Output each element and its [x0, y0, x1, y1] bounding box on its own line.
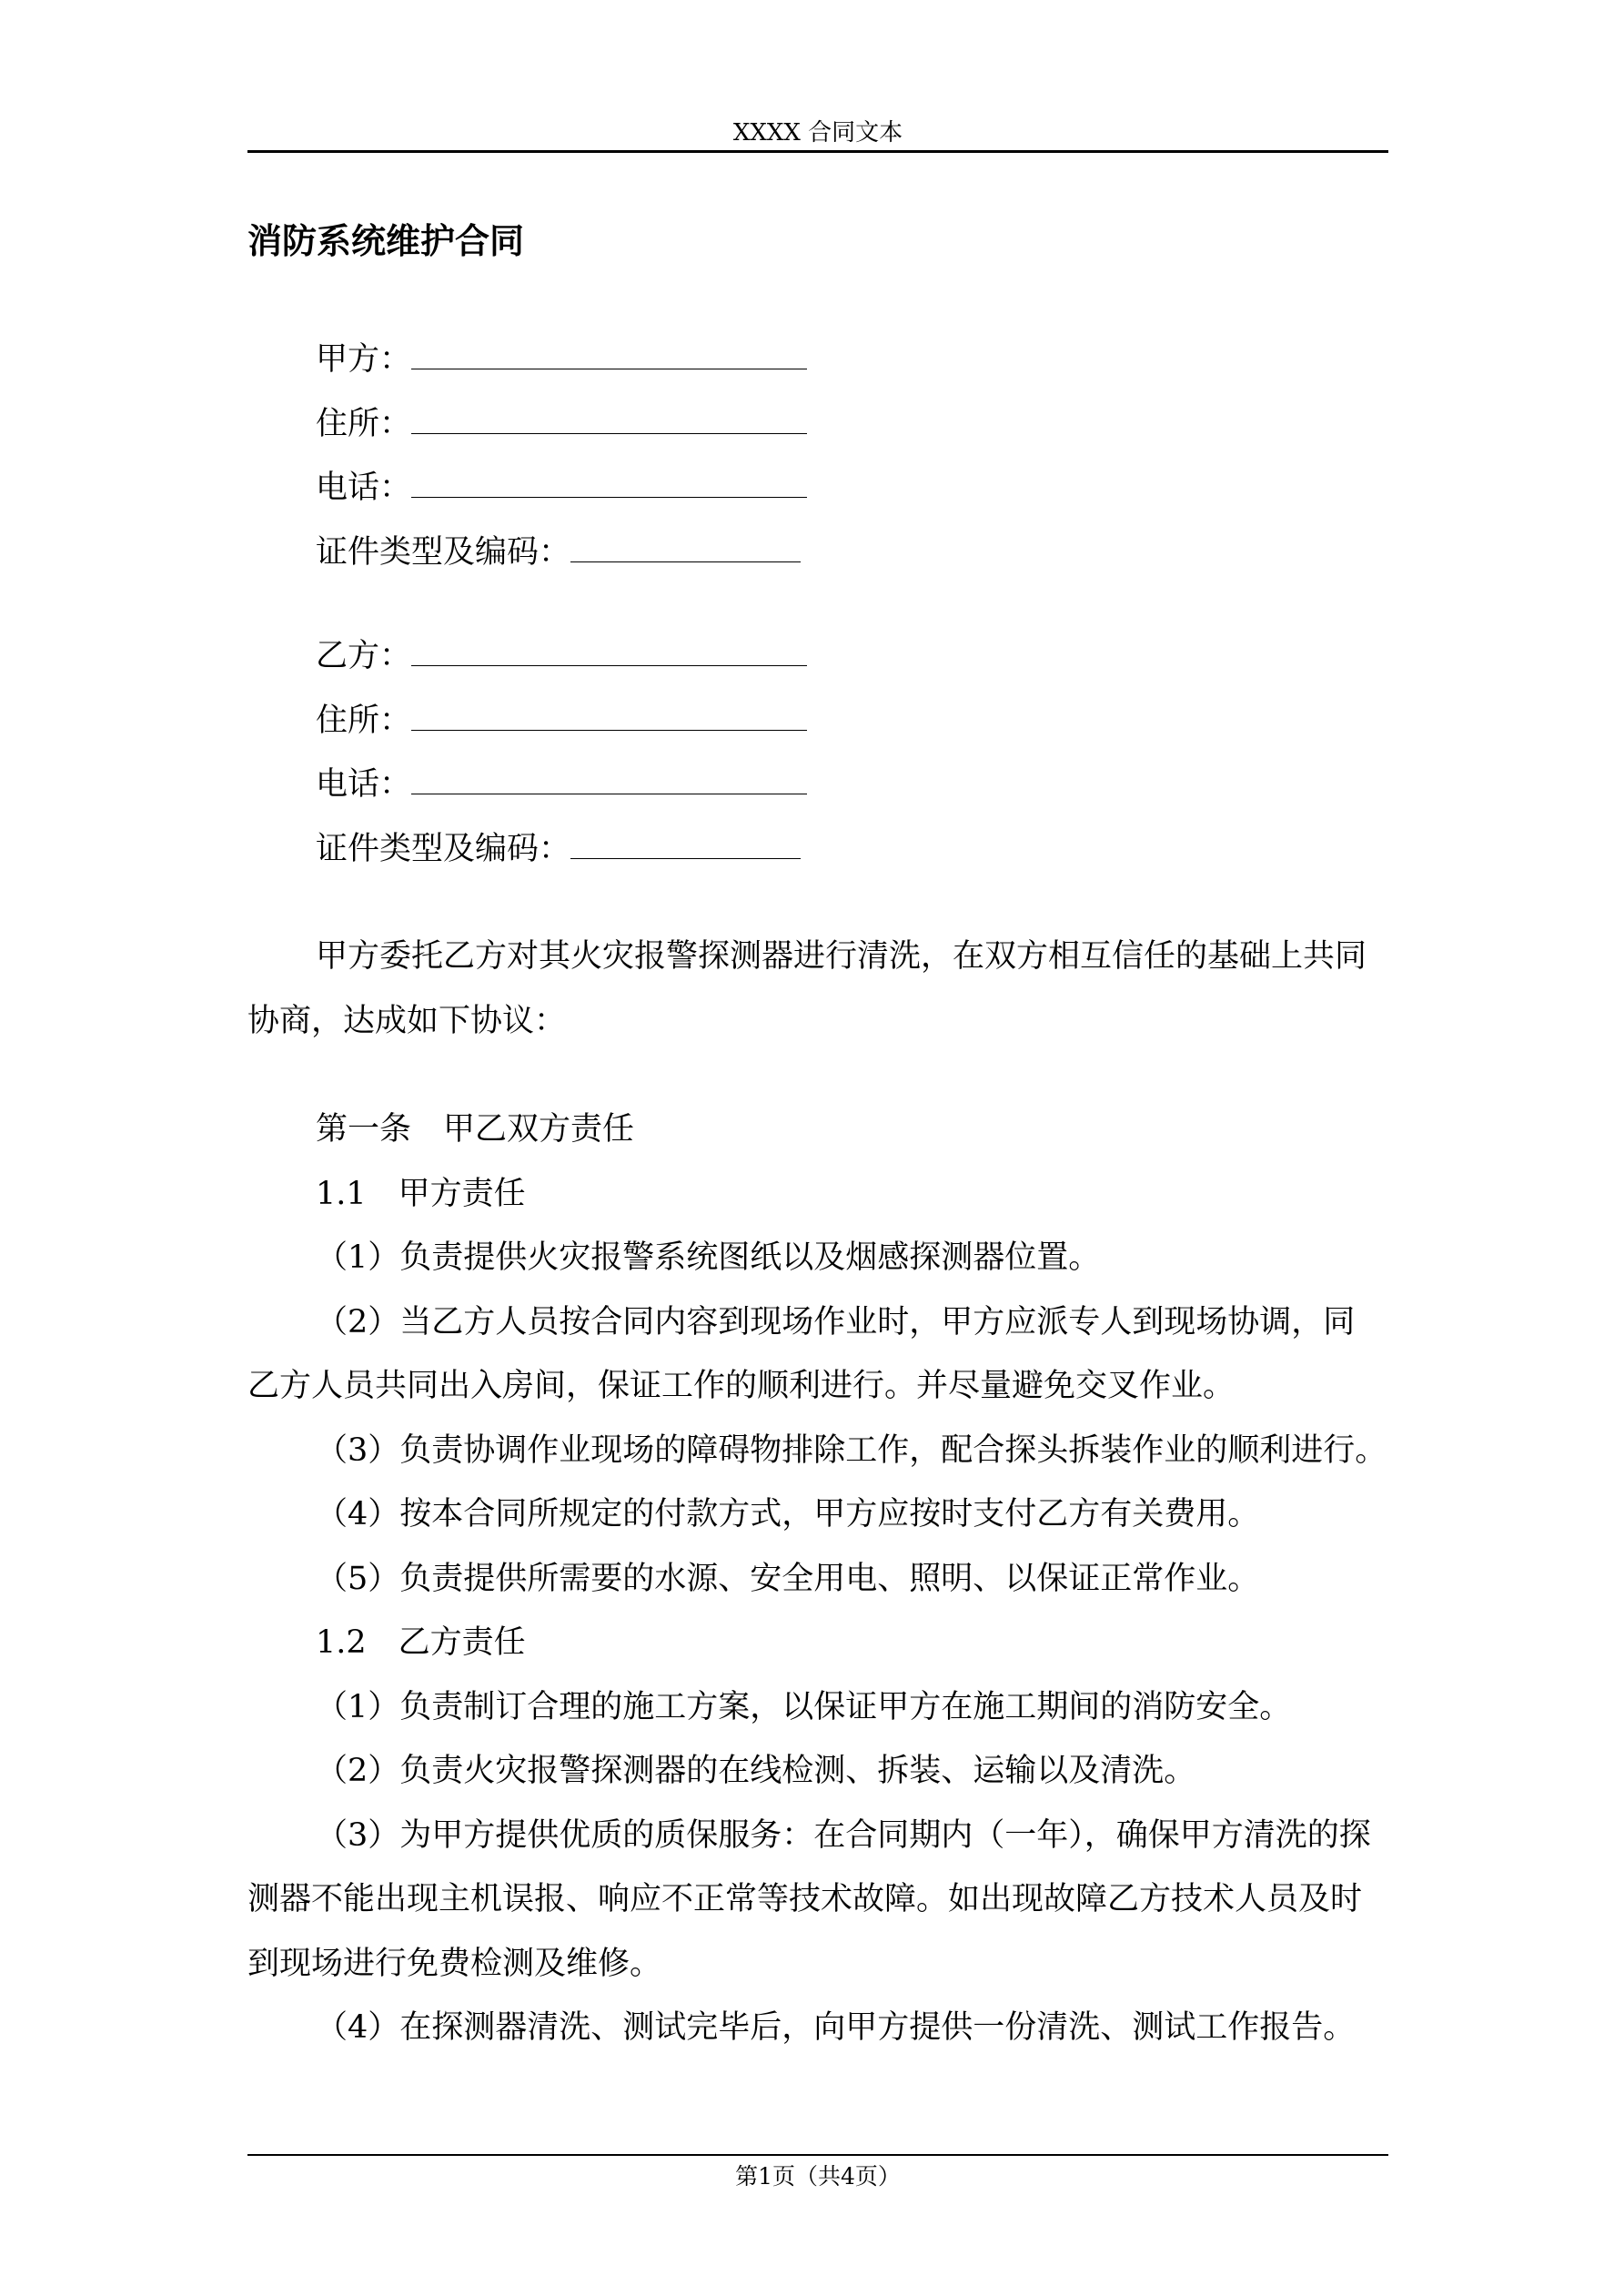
party-b-address-row — [247, 688, 1394, 753]
header-divider — [247, 150, 1388, 153]
party-b-id-label: 证件类型及编码： — [316, 830, 571, 867]
party-b-name-label: 乙方： — [316, 638, 412, 674]
party-a-id-row — [247, 520, 1394, 584]
clause-line: 乙方人员共同出入房间，保证工作的顺利进行。并尽量避免交叉作业。 — [247, 1368, 1236, 1404]
clause-line: （3）为甲方提供优质的质保服务：在合同期内（一年），确保甲方清洗的探 — [316, 1816, 1371, 1854]
document-body — [247, 327, 1394, 2060]
clause-line: （2）负责火灾报警探测器的在线检测、拆装、运输以及清洗。 — [316, 1753, 1196, 1789]
party-b-address-label: 住所： — [316, 702, 412, 739]
party-a-name-field[interactable] — [411, 327, 807, 369]
party-a-address-label: 住所： — [316, 405, 412, 442]
party-a-id-field[interactable] — [570, 520, 801, 562]
party-b-id-row — [247, 816, 1394, 881]
clause-line: （3）负责协调作业现场的障碍物排除工作，配合探头拆装作业的顺利进行。 — [316, 1431, 1387, 1469]
article-1-heading: 第一条 甲乙双方责任 — [316, 1111, 635, 1148]
party-b-phone-field[interactable] — [411, 752, 807, 794]
party-b-phone-label: 电话： — [316, 766, 412, 803]
party-b-name-row — [247, 623, 1394, 688]
party-b-address-field[interactable] — [411, 688, 807, 731]
section-1-1-heading: 1.1 甲方责任 — [316, 1175, 526, 1212]
party-b-phone-row — [247, 752, 1394, 816]
clause-line: （1）负责制订合理的施工方案，以保证甲方在施工期间的消防安全。 — [316, 1688, 1292, 1725]
page-header: XXXX 合同文本 — [732, 119, 903, 147]
clause-line: 到现场进行免费检测及维修。 — [247, 1945, 662, 1982]
party-a-name-label: 甲方： — [316, 341, 412, 378]
clause-line: （5）负责提供所需要的水源、安全用电、照明、以保证正常作业。 — [316, 1560, 1260, 1597]
clause-line: （2）当乙方人员按合同内容到现场作业时，甲方应派专人到现场协调，同 — [316, 1303, 1356, 1340]
clause-line: 测器不能出现主机误报、响应不正常等技术故障。如出现故障乙方技术人员及时 — [247, 1881, 1363, 1917]
party-a-id-label: 证件类型及编码： — [316, 533, 571, 571]
clause-line: （4）在探测器清洗、测试完毕后，向甲方提供一份清洗、测试工作报告。 — [316, 2009, 1356, 2046]
party-b-name-field[interactable] — [411, 623, 807, 666]
party-a-phone-field[interactable] — [411, 455, 807, 498]
party-a-address-field[interactable] — [411, 391, 807, 434]
intro-line: 甲方委托乙方对其火灾报警探测器进行清洗，在双方相互信任的基础上共同 — [316, 938, 1367, 975]
clause-line: （1）负责提供火灾报警系统图纸以及烟感探测器位置。 — [316, 1239, 1101, 1276]
party-a-address-row — [247, 391, 1394, 456]
document-title: 消防系统维护合同 — [247, 221, 525, 261]
party-a-phone-label: 电话： — [316, 470, 412, 506]
party-b-id-field[interactable] — [570, 816, 801, 859]
page-number: 第1页（共4页） — [735, 2163, 901, 2190]
clause-line: （4）按本合同所规定的付款方式，甲方应按时支付乙方有关费用。 — [316, 1496, 1260, 1532]
intro-line: 协商，达成如下协议： — [247, 1002, 567, 1039]
footer-divider — [247, 2154, 1388, 2156]
section-1-2-heading: 1.2 乙方责任 — [316, 1624, 526, 1661]
party-a-name-row — [247, 327, 1394, 391]
party-a-phone-row — [247, 455, 1394, 520]
